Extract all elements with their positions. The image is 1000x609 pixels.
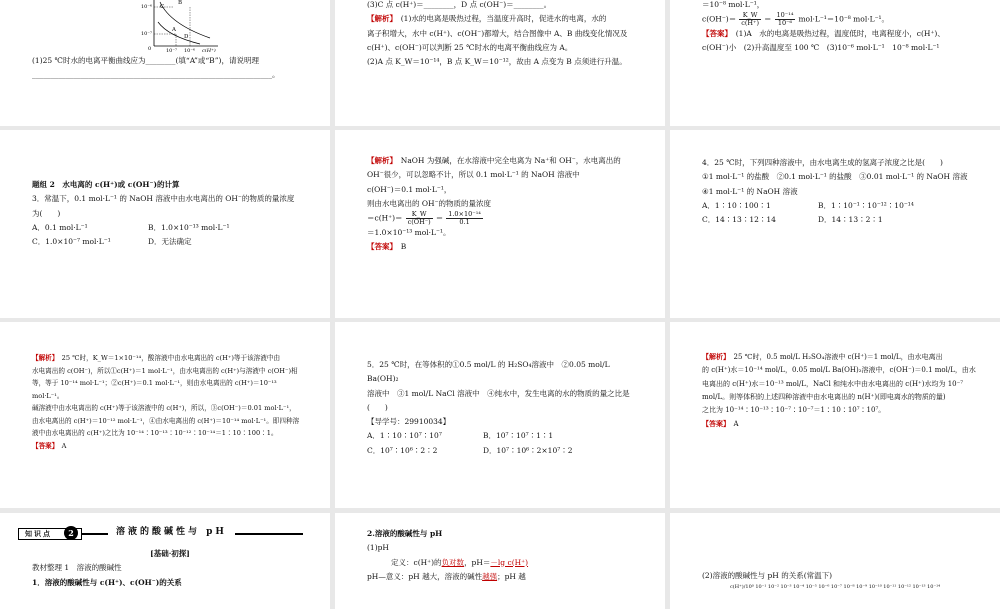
answer-tag: 【答案】: [702, 419, 727, 429]
analysis-text: c(H⁺)、c(OH⁻)可以判断 25 ℃时水的电离平衡曲线应为 A。: [367, 42, 573, 52]
question-text: 4．25 ℃时，下列四种溶液中，由水电离生成的氢离子浓度之比是( ): [702, 158, 943, 167]
formula-suffix: mol·L⁻¹＝10⁻⁸ mol·L⁻¹。: [798, 14, 890, 24]
analysis-tag: 【解析】: [367, 14, 394, 24]
slide-11[interactable]: [335, 513, 665, 609]
definition-line: [367, 556, 643, 570]
material-title: 教材整理 1 溶液的酸碱性: [32, 563, 122, 573]
denominator: 10⁻⁶: [777, 19, 793, 28]
reference-number: 【导学号：29910034】: [367, 417, 451, 426]
definition-mid: ，pH＝: [464, 557, 491, 567]
slide-5[interactable]: [335, 130, 665, 318]
slide-3[interactable]: [670, 0, 1000, 126]
graph-x-axis: c(H⁺): [202, 48, 216, 52]
graph-y-mid: 10⁻⁷: [141, 31, 153, 37]
answer-text: B: [400, 241, 407, 251]
result-text: ＝10⁻⁸ mol·L⁻¹，: [702, 0, 765, 9]
fraction: [775, 12, 796, 27]
answer-tag: 【答案】: [32, 441, 56, 450]
slide-6[interactable]: [670, 130, 1000, 318]
meaning-line: pH—意义：pH 越大，溶液的碱性越强；pH 越: [367, 571, 526, 581]
denominator: 0.1: [459, 217, 470, 226]
formula-line: [702, 12, 978, 27]
denominator: c(H⁺): [741, 19, 760, 28]
answer-text: c(OH⁻)小 (2)升高温度至 100 ℃ (3)10⁻⁶ mol·L⁻¹ 10⁻⁸ mol·L⁻¹: [702, 43, 940, 53]
slide-10[interactable]: [0, 513, 330, 609]
analysis-text: c(OH⁻)＝0.1 mol·L⁻¹，: [367, 184, 452, 194]
analysis-text: 25 ℃时，0.5 mol/L H₂SO₄溶液中 c(H⁺)＝1 mol/L，由水电离出: [733, 353, 943, 361]
question-text: (1)25 ℃时水的电离平衡曲线应为________(填“A”或“B”)，请说明理: [32, 56, 259, 65]
ionization-curve-graph: [140, 0, 220, 52]
question-text: (3)C 点 c(H⁺)＝________，D 点 c(OH⁻)＝________。: [367, 0, 552, 9]
formula-equal: ＝: [764, 14, 772, 24]
sub-heading: (1)pH: [367, 543, 389, 553]
numerator: 10⁻¹⁴: [776, 11, 794, 20]
formula-prefix: ＝c(H⁺)＝: [367, 213, 403, 223]
analysis-text: (2)A 点 K_W＝10⁻¹⁴，B 点 K_W＝10⁻¹²，故由 A 点变为 B 点须进行升温。: [367, 57, 627, 66]
slide-7[interactable]: [0, 322, 330, 508]
knowledge-point-title: 溶液的酸碱性与 pH: [108, 524, 235, 541]
section-heading: 2.溶液的酸碱性与 pH: [367, 529, 443, 538]
analysis-tag: 【解析】: [702, 352, 727, 361]
question-text: ( ): [367, 402, 388, 412]
knowledge-point-header: [18, 528, 303, 540]
graph-point-c: C: [160, 4, 165, 10]
numerator: 1.0×10⁻¹⁴: [448, 210, 481, 218]
blank-answer: 负对数: [441, 557, 465, 567]
slide-12[interactable]: [670, 513, 1000, 609]
answer-text: (1)A 水的电离是吸热过程，温度低时，电离程度小，c(H⁺)、: [735, 28, 945, 38]
answer-text: A: [61, 441, 67, 450]
answer-line: ________________________________________________________________。: [32, 70, 280, 80]
graph-x-left: 10⁻⁷: [166, 48, 178, 52]
fraction: [739, 12, 761, 27]
formula-line: [367, 211, 643, 226]
brace-label: pH: [367, 571, 379, 581]
answer-text: A: [733, 420, 739, 429]
question-text: 3．常温下，0.1 mol·L⁻¹ 的 NaOH 溶液中由水电离出的 OH⁻的物质的量浓度: [32, 194, 295, 204]
formula-equal: ＝: [435, 213, 444, 223]
slide-8[interactable]: [335, 322, 665, 508]
analysis-text: mol/L。则等体积的上述四种溶液中由水电离出的 n(H⁺)(即电离水的物质的量): [702, 392, 946, 401]
question-text: 5．25 ℃时，在等体积的①0.5 mol/L 的 H₂SO₄溶液中 ②0.05 mol/L Ba(OH)₂: [367, 360, 610, 384]
result-text: ＝1.0×10⁻¹³ mol·L⁻¹。: [367, 227, 451, 237]
graph-point-b: B: [178, 0, 183, 6]
option-b: B．1.0×10⁻¹³ mol·L⁻¹: [148, 222, 230, 232]
option-a: A．0.1 mol·L⁻¹: [32, 222, 88, 232]
numerator: K_W: [739, 12, 761, 20]
analysis-text: OH⁻很少，可以忽略不计，所以 0.1 mol·L⁻¹ 的 NaOH 溶液中: [367, 170, 580, 180]
option-d: D．14∶13∶2∶1: [818, 215, 883, 224]
section-title: 题组 2 水电离的 c(H⁺)或 c(OH⁻)的计算: [32, 180, 180, 189]
question-text: ①1 mol·L⁻¹ 的盐酸 ②0.1 mol·L⁻¹ 的盐酸 ③0.01 mol·L⁻¹ 的 NaOH 溶液: [702, 172, 968, 182]
analysis-text: 则由水电离出的 OH⁻的物质的量浓度: [367, 198, 492, 208]
analysis-text: 等，等于 10⁻¹⁴ mol·L⁻¹；②c(H⁺)＝0.1 mol·L⁻¹，则由水电离出的 c(H⁺)＝10⁻¹³ mol·L⁻¹。: [32, 379, 277, 400]
slide-4[interactable]: [0, 130, 330, 318]
formula-prefix: c(OH⁻)＝: [702, 14, 737, 24]
analysis-text: 碱溶液中由水电离出的 c(H⁺)等于该溶液中的 c(H⁺)，所以，③c(OH⁻)＝0.01 mol·L⁻¹，: [32, 404, 296, 413]
slide-9[interactable]: [670, 322, 1000, 508]
section-heading: (2)溶液的酸碱性与 pH 的关系(常温下): [702, 571, 833, 580]
slide-1[interactable]: [0, 0, 330, 126]
fraction: [406, 211, 433, 226]
meaning-suffix: ；pH 越: [497, 571, 526, 581]
analysis-text: 电离出的 c(H⁺)水＝10⁻¹³ mol/L，NaCl 和纯水中由水电离出的 c(H⁺)水均为 10⁻⁷: [702, 379, 964, 388]
concentration-scale: c(H⁺)/10⁰ 10⁻¹ 10⁻² 10⁻³ 10⁻⁴ 10⁻⁵ 10⁻⁶ 10⁻⁷ 10⁻⁸ 10⁻⁹ 10⁻¹⁰ 10⁻¹¹ 10⁻¹² 10⁻¹³ 10⁻¹⁴: [730, 584, 941, 591]
analysis-text: 由水电离出的 c(H⁺)＝10⁻¹² mol·L⁻¹，④由水电离出的 c(H⁺)＝10⁻¹⁴ mol·L⁻¹。即四种溶: [32, 416, 300, 425]
option-c: C．10⁷∶10⁶∶2∶2: [367, 445, 438, 455]
analysis-text: 液中由水电离出的 c(H⁺)之比为 10⁻¹⁴∶10⁻¹³∶10⁻¹²∶10⁻¹⁴＝1∶10∶100∶1。: [32, 429, 278, 438]
option-a: A．1∶10∶100∶1: [702, 200, 771, 210]
analysis-text: 离子积增大，水中 c(H⁺)、c(OH⁻)都增大，结合图像中 A、B 曲线变化情况及: [367, 28, 628, 38]
section-subtitle: [基础·初探]: [150, 549, 190, 558]
fraction: [446, 211, 483, 226]
definition-prefix: 定义：c(H⁺)的: [391, 557, 442, 567]
option-b: B．10⁷∶10⁷∶1∶1: [483, 431, 554, 441]
meaning-prefix: 意义：pH 越大，溶液的碱性: [385, 571, 483, 581]
question-text: 溶液中 ③1 mol/L NaCl 溶液中 ④纯水中，发生电离的水的物质的量之比是: [367, 388, 630, 398]
analysis-tag: 【解析】: [32, 354, 56, 362]
graph-origin: 0: [148, 46, 152, 52]
knowledge-point-number: 2: [64, 526, 78, 540]
analysis-text: 的 c(H⁺)水＝10⁻¹⁴ mol/L，0.05 mol/L Ba(OH)₂溶液中，c(OH⁻)＝0.1 mol/L，由水: [702, 366, 976, 375]
graph-point-a: A: [172, 27, 176, 33]
knowledge-point-label: 知识点: [18, 528, 82, 540]
question-text: ④1 mol·L⁻¹ 的 NaOH 溶液: [702, 186, 798, 196]
slide-2[interactable]: [335, 0, 665, 126]
analysis-text: 25 ℃时，K_W＝1×10⁻¹⁴，酸溶液中由水电离出的 c(H⁺)等于该溶液中由: [61, 354, 281, 362]
graph-point-d: D: [184, 34, 189, 40]
option-d: D．无法确定: [148, 237, 192, 246]
blank-answer: 越强: [482, 571, 498, 581]
analysis-text: NaOH 为强碱，在水溶液中完全电离为 Na⁺和 OH⁻，水电离出的: [400, 156, 621, 165]
denominator: c(OH⁻): [407, 217, 431, 226]
blank-answer: －lg c(H⁺): [490, 557, 529, 567]
answer-tag: 【答案】: [367, 241, 394, 251]
graph-y-top: 10⁻⁶: [141, 4, 153, 10]
graph-x-right: 10⁻⁶: [184, 48, 196, 52]
analysis-text: (1)水的电离是吸热过程，当温度升高时，促进水的电离，水的: [400, 14, 607, 24]
numerator: K_W: [406, 211, 433, 219]
option-c: C．1.0×10⁻⁷ mol·L⁻¹: [32, 237, 111, 246]
material-heading: 1．溶液的酸碱性与 c(H⁺)、c(OH⁻)的关系: [32, 577, 182, 587]
option-c: C．14∶13∶12∶14: [702, 215, 776, 224]
analysis-text: 之比为 10⁻¹⁴∶10⁻¹³∶10⁻⁷∶10⁻⁷＝1∶10∶10⁷∶10⁷。: [702, 406, 886, 415]
answer-tag: 【答案】: [702, 28, 729, 38]
option-b: B．1∶10⁻¹∶10⁻¹²∶10⁻¹⁴: [818, 200, 914, 210]
option-d: D．10⁷∶10⁶∶2×10⁷∶2: [483, 445, 573, 455]
question-text: 为( ): [32, 208, 61, 218]
option-a: A．1∶10∶10⁷∶10⁷: [367, 431, 442, 441]
analysis-text: 水电离出的 c(OH⁻)，所以①c(H⁺)＝1 mol·L⁻¹，由水电离出的 c(H⁺)与溶液中 c(OH⁻)相: [32, 366, 298, 375]
analysis-tag: 【解析】: [367, 156, 394, 165]
